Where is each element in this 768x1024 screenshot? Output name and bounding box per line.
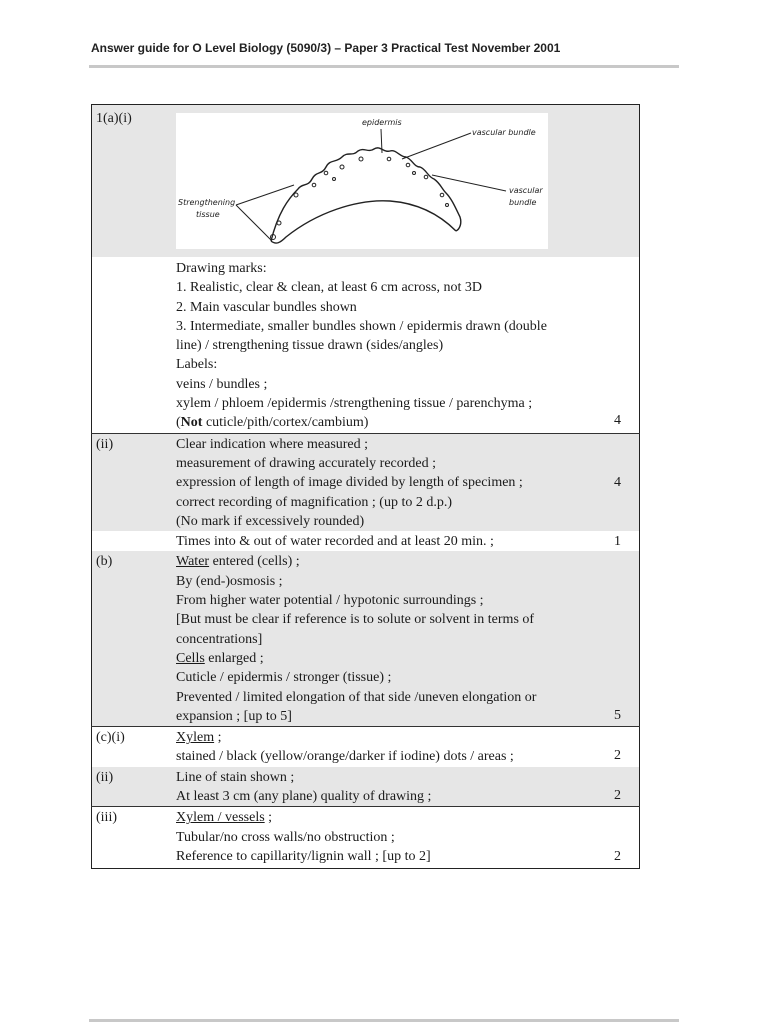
answer-line: expression of length of image divided by length of specimen ;: [176, 475, 523, 491]
label-vascular-right-2: bundle: [509, 198, 537, 207]
question-number: (ii): [92, 433, 177, 531]
answer-line: Reference to capillarity/lignin wall ; [up to 2]: [176, 848, 431, 864]
label-vascular-right-1: vascular: [509, 186, 543, 195]
question-number: (b): [92, 551, 177, 726]
answer-line: Drawing marks:: [176, 261, 267, 276]
question-number: (c)(i): [92, 727, 177, 767]
answer-line: [But must be clear if reference is to solute or solvent in terms of: [176, 612, 535, 628]
leaf-section-diagram: [176, 113, 548, 249]
mark: 5: [596, 551, 640, 726]
answer-line: From higher water potential / hypotonic surroundings ;: [176, 593, 484, 609]
answer-text: [176, 807, 596, 869]
answer-line: By (end-)osmosis ;: [176, 573, 283, 589]
table-row: [92, 433, 640, 531]
answer-line: expansion ; [up to 5]: [176, 708, 292, 724]
answer-text: [176, 531, 596, 551]
mark: 2: [596, 727, 640, 767]
answer-line: measurement of drawing accurately recorded ;: [176, 455, 437, 471]
table-row: [92, 531, 640, 551]
leaf-section-drawing: [176, 113, 548, 249]
answer-line: Cuticle / epidermis / stronger (tissue) ;: [176, 670, 392, 686]
table-row: [92, 257, 640, 433]
answer-line: Cells enlarged ;: [176, 650, 264, 666]
answer-line: Times into & out of water recorded and at least 20 min. ;: [176, 534, 494, 550]
answer-line: line) / strengthening tissue drawn (sides/angles): [176, 338, 444, 354]
answer-line: Xylem ;: [176, 730, 222, 746]
question-number: 1(a)(i): [92, 105, 177, 258]
answer-text: [176, 257, 596, 433]
question-number: (ii): [92, 767, 177, 807]
answer-line: (No mark if excessively rounded): [176, 513, 365, 529]
answer-line: At least 3 cm (any plane) quality of drawing ;: [176, 789, 432, 805]
answer-line: 2. Main vascular bundles shown: [176, 299, 357, 315]
answer-line: Labels:: [176, 357, 218, 373]
answer-line: Water entered (cells) ;: [176, 554, 300, 570]
mark: 2: [596, 807, 640, 869]
answer-line: correct recording of magnification ; (up to 2 d.p.): [176, 494, 453, 510]
table-row: [92, 551, 640, 726]
answer-line: stained / black (yellow/orange/darker if iodine) dots / areas ;: [176, 749, 514, 765]
answer-guide-table: [91, 104, 640, 869]
answer-line: xylem / phloem /epidermis /strengthening tissue / parenchyma ;: [176, 396, 533, 412]
answer-line: Prevented / limited elongation of that side /uneven elongation or: [176, 689, 537, 705]
label-epidermis: epidermis: [362, 118, 402, 127]
answer-line: veins / bundles ;: [176, 376, 268, 392]
mark: 1: [614, 534, 621, 550]
table-row: [92, 727, 640, 767]
answer-text: [176, 433, 596, 531]
answer-text: [176, 551, 596, 726]
answer-line: Line of stain shown ;: [176, 769, 295, 785]
answer-line: Tubular/no cross walls/no obstruction ;: [176, 829, 395, 845]
mark: [596, 105, 640, 258]
label-strengthening-1: Strengthening: [178, 198, 236, 207]
mark: 2: [596, 767, 640, 807]
answer-line: (Not cuticle/pith/cortex/cambium): [176, 415, 369, 431]
table-row: [92, 105, 640, 258]
header-rule: [89, 65, 679, 68]
mark: 4: [596, 433, 640, 531]
drawing-cell: [176, 105, 596, 258]
question-number: [92, 257, 177, 433]
answer-line: 3. Intermediate, smaller bundles shown / epidermis drawn (double: [176, 318, 547, 334]
answer-line: concentrations]: [176, 631, 263, 647]
answer-text: [176, 727, 596, 767]
answer-text: [176, 767, 596, 807]
table-row: [92, 807, 640, 869]
question-number: [92, 531, 177, 551]
answer-line: Xylem / vessels ;: [176, 810, 273, 826]
label-vascular-bundle-top: vascular bundle: [472, 128, 536, 137]
answer-line: 1. Realistic, clear & clean, at least 6 cm across, not 3D: [176, 280, 482, 296]
label-strengthening-2: tissue: [196, 210, 220, 219]
mark: 4: [614, 413, 621, 429]
page-header: Answer guide for O Level Biology (5090/3) – Paper 3 Practical Test November 2001: [91, 41, 561, 55]
footer-rule: [89, 1019, 679, 1022]
inner-surface-outline: [271, 201, 456, 243]
question-number: (iii): [92, 807, 177, 869]
table-row: [92, 767, 640, 807]
answer-line: Clear indication where measured ;: [176, 436, 369, 452]
